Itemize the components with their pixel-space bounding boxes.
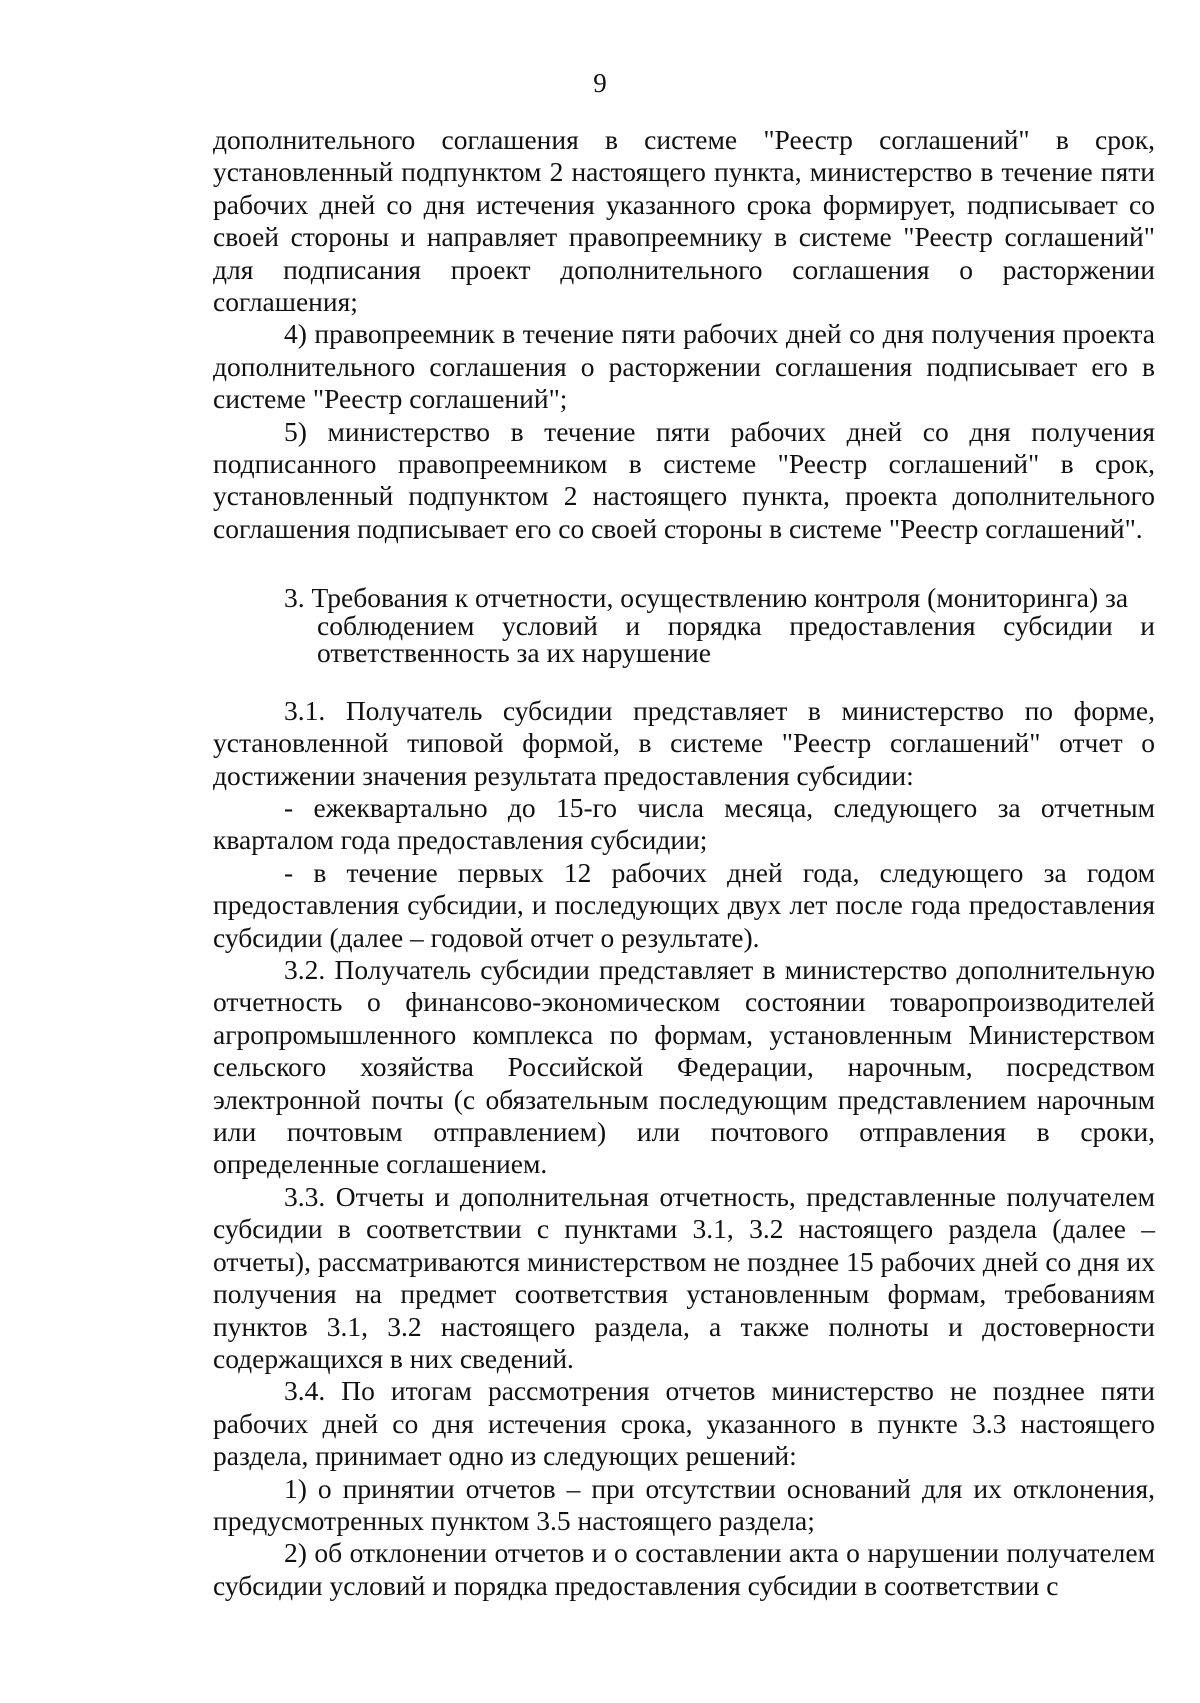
paragraph-item-5: 5) министерство в течение пяти рабочих дней со дня получения подписанного правопреемником в системе "Реестр соглашений" в срок, установленный подпунктом 2 настоящего пункта, проекта дополнительного соглашения подписывает его со своей стороны в системе "Реестр соглашений". [213, 415, 1155, 544]
page-number: 9 [593, 68, 607, 98]
document-body [213, 124, 1155, 1602]
section-heading-line1: 3. Требования к отчетности, осуществлению контроля (мониторинга) за [284, 582, 1129, 614]
paragraph-decision-2: 2) об отклонении отчетов и о составлении акта о нарушении получателем субсидии условий и порядка предоставления субсидии в соответствии с [213, 1537, 1155, 1601]
paragraph-decision-1: 1) о принятии отчетов – при отсутствии оснований для их отклонения, предусмотренных пунктом 3.5 настоящего раздела; [213, 1472, 1155, 1536]
paragraph-3-1: 3.1. Получатель субсидии представляет в министерство по форме, установленной типовой формой, в системе "Реестр соглашений" отчет о достижении значения результата предоставления субсидии: [213, 694, 1155, 791]
paragraph-annual: - в течение первых 12 рабочих дней года, следующего за годом предоставления субсидии, и последующих двух лет после года предоставления субсидии (далее – годовой отчет о результате). [213, 856, 1155, 953]
paragraph-item-4: 4) правопреемник в течение пяти рабочих дней со дня получения проекта дополнительного соглашения о расторжении соглашения подписывает его в системе "Реестр соглашений"; [213, 318, 1155, 415]
section-heading-rest: соблюдением условий и порядка предоставления субсидии и ответственность за их нарушение [317, 609, 1155, 669]
paragraph-3-4: 3.4. По итогам рассмотрения отчетов министерство не позднее пяти рабочих дней со дня истечения срока, указанного в пункте 3.3 настоящего раздела, принимает одно из следующих решений: [213, 1375, 1155, 1472]
paragraph-3-2: 3.2. Получатель субсидии представляет в министерство дополнительную отчетность о финансово-экономическом состоянии товаропроизводителей агропромышленного комплекса по формам, установленным Министерством сельского хозяйства Российской Федерации, нарочным, посредством электронной почты (с обязательным последующим представлением нарочным или почтовым отправлением) или почтового отправления в сроки, определенные соглашением. [213, 954, 1155, 1180]
paragraph-3-3: 3.3. Отчеты и дополнительная отчетность, представленные получателем субсидии в соответствии с пунктами 3.1, 3.2 настоящего раздела (далее – отчеты), рассматриваются министерством не позднее 15 рабочих дней со дня их получения на предмет соответствия установленным формам, требованиям пунктов 3.1, 3.2 настоящего раздела, а также полноты и достоверности содержащихся в них сведений. [213, 1180, 1155, 1374]
section-heading [213, 584, 1155, 667]
paragraph-continuation: дополнительного соглашения в системе "Реестр соглашений" в срок, установленный подпунктом 2 настоящего пункта, министерство в течение пяти рабочих дней со дня истечения указанного срока формирует, подписывает со своей стороны и направляет правопреемнику в системе "Реестр соглашений" для подписания проект дополнительного соглашения о расторжении соглашения; [213, 124, 1155, 318]
paragraph-quarterly: - ежеквартально до 15-го числа месяца, следующего за отчетным кварталом года предоставления субсидии; [213, 792, 1155, 856]
